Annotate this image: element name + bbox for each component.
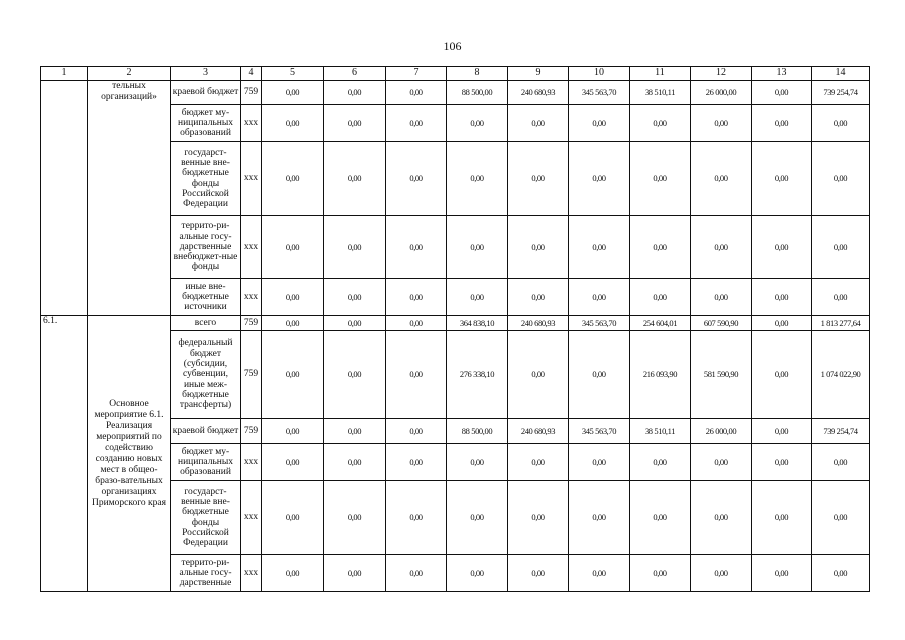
funding-source-cell: краевой бюджет [171,81,241,105]
event-name-cell: Основное мероприятие 6.1. Реализация мероприятий по содействию созданию новых мест в общео-бразо-вательных организациях Приморского края [88,316,171,592]
value-cell: 0,00 [324,81,386,105]
value-cell: 0,00 [508,216,569,279]
budget-code-cell: 759 [241,419,262,444]
value-cell: 240 680,93 [508,316,569,331]
value-cell: 0,00 [508,444,569,481]
value-cell: 0,00 [752,216,812,279]
value-cell: 0,00 [752,279,812,316]
value-cell: 0,00 [630,444,691,481]
value-cell: 0,00 [447,142,508,216]
value-cell: 0,00 [262,331,324,419]
value-cell: 0,00 [691,444,752,481]
value-cell: 0,00 [630,142,691,216]
value-cell: 364 838,10 [447,316,508,331]
column-header-5: 5 [262,67,324,81]
table-row [41,316,870,331]
value-cell: 0,00 [508,331,569,419]
value-cell: 0,00 [508,105,569,142]
value-cell: 0,00 [569,105,630,142]
value-cell: 240 680,93 [508,81,569,105]
value-cell: 0,00 [386,331,447,419]
budget-code-cell: xxx [241,555,262,592]
value-cell: 0,00 [447,444,508,481]
value-cell: 0,00 [262,279,324,316]
value-cell: 0,00 [752,142,812,216]
value-cell: 0,00 [508,279,569,316]
value-cell: 0,00 [752,481,812,555]
value-cell: 0,00 [324,216,386,279]
value-cell: 240 680,93 [508,419,569,444]
value-cell: 88 500,00 [447,81,508,105]
budget-table [40,66,870,592]
funding-source-cell: бюджет му-ниципальных образований [171,444,241,481]
funding-source-cell: террито-ри-альные госу-дарственные [171,555,241,592]
budget-code-cell: xxx [241,216,262,279]
value-cell: 0,00 [569,555,630,592]
budget-code-cell: xxx [241,481,262,555]
value-cell: 0,00 [262,216,324,279]
value-cell: 345 563,70 [569,419,630,444]
value-cell: 581 590,90 [691,331,752,419]
value-cell: 0,00 [812,105,870,142]
value-cell: 607 590,90 [691,316,752,331]
column-header-4: 4 [241,67,262,81]
value-cell: 0,00 [324,444,386,481]
value-cell: 739 254,74 [812,81,870,105]
value-cell: 0,00 [324,316,386,331]
budget-code-cell: xxx [241,444,262,481]
column-header-3: 3 [171,67,241,81]
table-row [41,81,870,105]
funding-source-cell: краевой бюджет [171,419,241,444]
funding-source-cell: государст-венные вне-бюджетные фонды Российской Федерации [171,142,241,216]
value-cell: 0,00 [752,419,812,444]
value-cell: 0,00 [752,105,812,142]
value-cell: 0,00 [386,419,447,444]
funding-source-cell: террито-ри-альные госу-дарственные внебюджет-ные фонды [171,216,241,279]
value-cell: 0,00 [324,419,386,444]
page-number: 106 [443,39,462,53]
budget-code-cell: 759 [241,81,262,105]
value-cell: 0,00 [324,331,386,419]
row-number-cell: 6.1. [41,316,88,592]
value-cell: 0,00 [812,555,870,592]
value-cell: 0,00 [630,481,691,555]
table-body [41,67,870,592]
event-name-cell: тельных организаций» [88,81,171,316]
value-cell: 0,00 [386,316,447,331]
value-cell: 0,00 [447,279,508,316]
funding-source-cell: всего [171,316,241,331]
value-cell: 0,00 [324,279,386,316]
column-header-10: 10 [569,67,630,81]
value-cell: 26 000,00 [691,81,752,105]
value-cell: 0,00 [630,105,691,142]
value-cell: 0,00 [508,142,569,216]
value-cell: 0,00 [812,279,870,316]
value-cell: 0,00 [386,216,447,279]
value-cell: 88 500,00 [447,419,508,444]
column-header-9: 9 [508,67,569,81]
value-cell: 0,00 [630,279,691,316]
value-cell: 0,00 [386,81,447,105]
value-cell: 0,00 [447,481,508,555]
value-cell: 0,00 [386,444,447,481]
value-cell: 0,00 [262,444,324,481]
budget-code-cell: xxx [241,279,262,316]
value-cell: 0,00 [386,105,447,142]
value-cell: 0,00 [752,331,812,419]
value-cell: 0,00 [262,419,324,444]
value-cell: 0,00 [691,216,752,279]
value-cell: 26 000,00 [691,419,752,444]
value-cell: 0,00 [812,481,870,555]
value-cell: 0,00 [386,279,447,316]
column-header-13: 13 [752,67,812,81]
value-cell: 0,00 [630,216,691,279]
value-cell: 0,00 [324,555,386,592]
value-cell: 0,00 [812,216,870,279]
funding-source-cell: бюджет му-ниципальных образований [171,105,241,142]
value-cell: 0,00 [569,331,630,419]
value-cell: 0,00 [262,481,324,555]
value-cell: 0,00 [508,481,569,555]
value-cell: 38 510,11 [630,419,691,444]
value-cell: 0,00 [447,105,508,142]
value-cell: 0,00 [324,481,386,555]
value-cell: 254 604,01 [630,316,691,331]
value-cell: 345 563,70 [569,316,630,331]
value-cell: 0,00 [508,555,569,592]
value-cell: 0,00 [752,316,812,331]
value-cell: 0,00 [691,279,752,316]
column-header-2: 2 [88,67,171,81]
value-cell: 0,00 [569,481,630,555]
value-cell: 0,00 [386,481,447,555]
value-cell: 0,00 [262,105,324,142]
budget-code-cell: xxx [241,142,262,216]
value-cell: 0,00 [262,81,324,105]
value-cell: 0,00 [324,105,386,142]
value-cell: 38 510,11 [630,81,691,105]
value-cell: 0,00 [752,444,812,481]
value-cell: 0,00 [569,279,630,316]
value-cell: 0,00 [691,105,752,142]
column-header-11: 11 [630,67,691,81]
value-cell: 0,00 [262,555,324,592]
row-number-cell [41,81,88,316]
value-cell: 345 563,70 [569,81,630,105]
value-cell: 0,00 [630,555,691,592]
value-cell: 0,00 [812,142,870,216]
funding-source-cell: иные вне-бюджетные источники [171,279,241,316]
column-header-1: 1 [41,67,88,81]
value-cell: 216 093,90 [630,331,691,419]
value-cell: 0,00 [691,142,752,216]
value-cell: 0,00 [447,555,508,592]
value-cell: 0,00 [691,555,752,592]
budget-code-cell: xxx [241,105,262,142]
value-cell: 0,00 [386,555,447,592]
funding-source-cell: государст-венные вне-бюджетные фонды Российской Федерации [171,481,241,555]
value-cell: 739 254,74 [812,419,870,444]
value-cell: 0,00 [691,481,752,555]
column-header-8: 8 [447,67,508,81]
budget-code-cell: 759 [241,316,262,331]
column-header-14: 14 [812,67,870,81]
value-cell: 276 338,10 [447,331,508,419]
column-header-6: 6 [324,67,386,81]
column-header-12: 12 [691,67,752,81]
funding-source-cell: федеральный бюджет (субсидии, субвенции, иные меж-бюджетные трансферты) [171,331,241,419]
value-cell: 0,00 [447,216,508,279]
value-cell: 0,00 [812,444,870,481]
value-cell: 0,00 [262,316,324,331]
value-cell: 0,00 [324,142,386,216]
column-header-7: 7 [386,67,447,81]
value-cell: 0,00 [386,142,447,216]
column-header-row [41,67,870,81]
value-cell: 0,00 [262,142,324,216]
value-cell: 0,00 [569,142,630,216]
value-cell: 1 813 277,64 [812,316,870,331]
value-cell: 0,00 [752,81,812,105]
budget-code-cell: 759 [241,331,262,419]
value-cell: 1 074 022,90 [812,331,870,419]
value-cell: 0,00 [569,444,630,481]
value-cell: 0,00 [569,216,630,279]
value-cell: 0,00 [752,555,812,592]
